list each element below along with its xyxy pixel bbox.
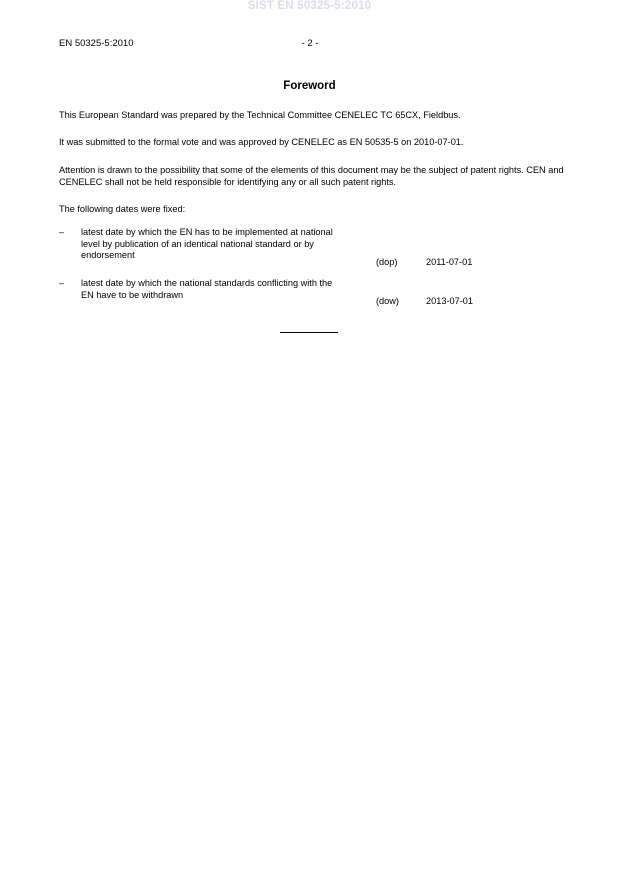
date-code: (dop) <box>376 257 398 267</box>
section-title: Foreword <box>283 80 336 92</box>
paragraph-patent-notice: Attention is drawn to the possibility that some of the elements of this document may be the subject of patent rights. CEN and CENELEC shall not be held responsible for identifying any or all such patent rights. <box>59 165 564 187</box>
list-item-text: latest date by which the EN has to be implemented at national level by publication of an identical national standard or by endorsement <box>81 227 333 260</box>
date-value: 2011-07-01 <box>426 257 473 267</box>
paragraph-dates-intro: The following dates were fixed: <box>59 204 186 214</box>
list-item-text: latest date by which the national standards conflicting with the EN have to be withdrawn <box>81 278 333 300</box>
paragraph-prepared-by: This European Standard was prepared by the Technical Committee CENELEC TC 65CX, Fieldbus. <box>59 110 461 120</box>
date-value: 2013-07-01 <box>426 296 473 306</box>
date-code: (dow) <box>376 296 399 306</box>
end-rule-divider <box>280 332 338 333</box>
watermark-text: SIST EN 50325-5:2010 <box>247 0 372 12</box>
list-bullet: – <box>59 278 65 288</box>
list-bullet: – <box>59 227 65 237</box>
page-number: - 2 - <box>301 38 319 49</box>
document-id: EN 50325-5:2010 <box>59 38 134 49</box>
paragraph-approval: It was submitted to the formal vote and was approved by CENELEC as EN 50535-5 on 2010-07-01. <box>59 137 464 147</box>
